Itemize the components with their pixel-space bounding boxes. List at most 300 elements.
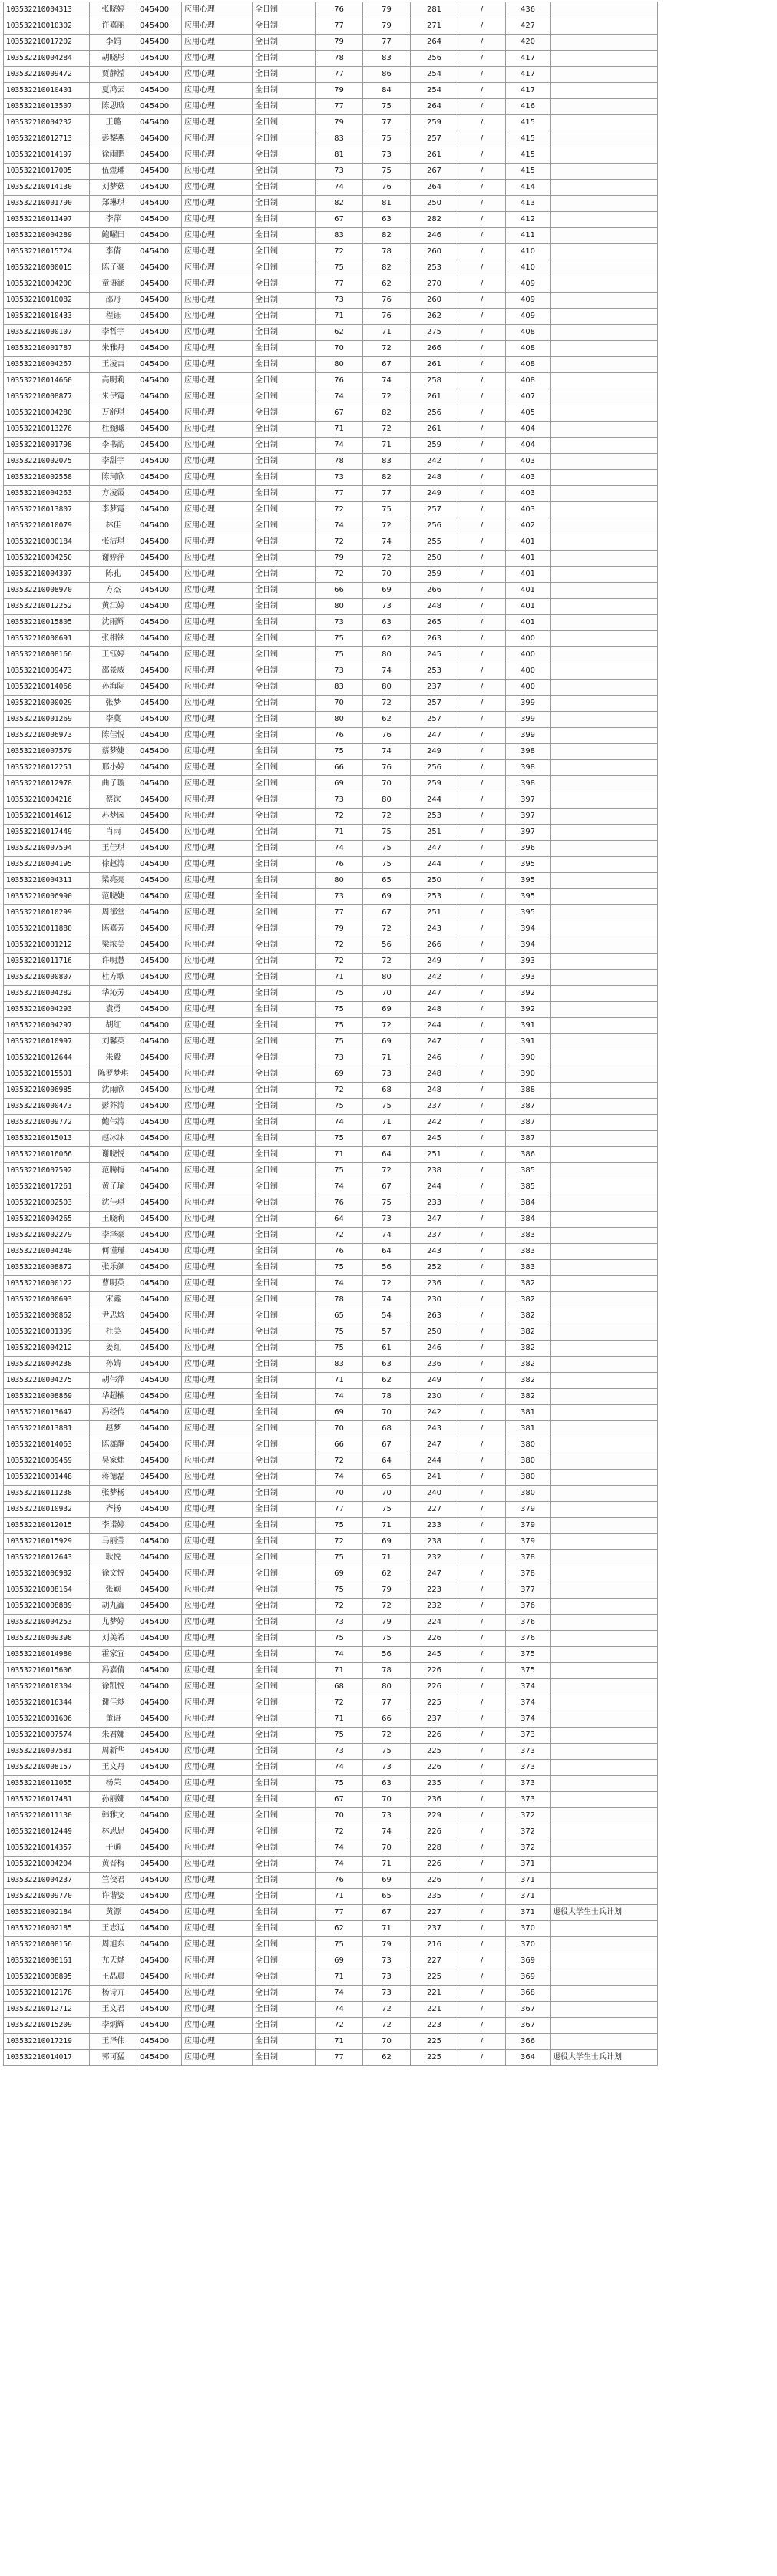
score-english-cell: 80 (363, 647, 411, 663)
score-politics-cell: 72 (316, 809, 363, 825)
score-major-cell: 258 (411, 373, 458, 389)
remark-cell (551, 115, 658, 131)
score-extra-cell: / (458, 1147, 506, 1163)
score-major-cell: 259 (411, 438, 458, 454)
major-code-cell: 045400 (137, 986, 182, 1002)
score-politics-cell: 72 (316, 1083, 363, 1099)
score-extra-cell: / (458, 1986, 506, 2002)
remark-cell (551, 405, 658, 422)
study-mode-cell: 全日制 (253, 631, 316, 647)
total-score-cell: 399 (506, 696, 551, 712)
candidate-number-cell: 103532210009473 (4, 663, 90, 680)
remark-cell (551, 615, 658, 631)
score-english-cell: 77 (363, 115, 411, 131)
major-code-cell: 045400 (137, 67, 182, 83)
score-politics-cell: 71 (316, 970, 363, 986)
candidate-number-cell: 103532210008895 (4, 1969, 90, 1986)
score-politics-cell: 79 (316, 551, 363, 567)
table-row (4, 1792, 658, 1808)
score-extra-cell: / (458, 35, 506, 51)
candidate-name-cell: 彭芥涛 (90, 1099, 137, 1115)
score-politics-cell: 72 (316, 1824, 363, 1840)
remark-cell (551, 1034, 658, 1050)
score-politics-cell: 74 (316, 1857, 363, 1873)
score-extra-cell: / (458, 1228, 506, 1244)
study-mode-cell: 全日制 (253, 115, 316, 131)
major-code-cell: 045400 (137, 115, 182, 131)
candidate-number-cell: 103532210002503 (4, 1195, 90, 1212)
score-english-cell: 75 (363, 131, 411, 147)
remark-cell (551, 937, 658, 954)
candidate-name-cell: 张梦 (90, 696, 137, 712)
candidate-name-cell: 刘美希 (90, 1631, 137, 1647)
score-extra-cell: / (458, 422, 506, 438)
score-extra-cell: / (458, 1550, 506, 1566)
remark-cell (551, 1018, 658, 1034)
candidate-number-cell: 103532210012643 (4, 1550, 90, 1566)
table-row (4, 551, 658, 567)
major-code-cell: 045400 (137, 1131, 182, 1147)
major-code-cell: 045400 (137, 1308, 182, 1324)
table-body (4, 2, 658, 2066)
score-politics-cell: 76 (316, 728, 363, 744)
major-name-cell: 应用心理 (182, 583, 253, 599)
study-mode-cell: 全日制 (253, 1228, 316, 1244)
candidate-number-cell: 103532210000473 (4, 1099, 90, 1115)
remark-cell (551, 1131, 658, 1147)
score-major-cell: 260 (411, 244, 458, 260)
study-mode-cell: 全日制 (253, 1599, 316, 1615)
study-mode-cell: 全日制 (253, 438, 316, 454)
study-mode-cell: 全日制 (253, 1147, 316, 1163)
score-politics-cell: 73 (316, 1050, 363, 1066)
major-code-cell: 045400 (137, 1421, 182, 1437)
remark-cell (551, 1147, 658, 1163)
score-extra-cell: / (458, 1921, 506, 1937)
score-major-cell: 247 (411, 728, 458, 744)
score-major-cell: 275 (411, 325, 458, 341)
table-row (4, 260, 658, 276)
total-score-cell: 411 (506, 228, 551, 244)
score-extra-cell: / (458, 341, 506, 357)
candidate-name-cell: 赵冰冰 (90, 1131, 137, 1147)
table-row (4, 1582, 658, 1599)
candidate-number-cell: 103532210017202 (4, 35, 90, 51)
score-extra-cell: / (458, 809, 506, 825)
study-mode-cell: 全日制 (253, 1437, 316, 1453)
score-major-cell: 226 (411, 1873, 458, 1889)
candidate-number-cell: 103532210009469 (4, 1453, 90, 1470)
score-major-cell: 260 (411, 293, 458, 309)
score-extra-cell: / (458, 1470, 506, 1486)
study-mode-cell: 全日制 (253, 825, 316, 841)
score-politics-cell: 70 (316, 1421, 363, 1437)
total-score-cell: 398 (506, 760, 551, 776)
major-code-cell: 045400 (137, 180, 182, 196)
score-extra-cell: / (458, 1615, 506, 1631)
score-extra-cell: / (458, 1663, 506, 1679)
score-politics-cell: 75 (316, 1937, 363, 1953)
score-extra-cell: / (458, 631, 506, 647)
score-major-cell: 259 (411, 567, 458, 583)
major-code-cell: 045400 (137, 1244, 182, 1260)
score-politics-cell: 70 (316, 696, 363, 712)
study-mode-cell: 全日制 (253, 389, 316, 405)
score-major-cell: 256 (411, 518, 458, 534)
remark-cell (551, 67, 658, 83)
study-mode-cell: 全日制 (253, 357, 316, 373)
major-code-cell: 045400 (137, 1163, 182, 1179)
candidate-number-cell: 103532210011716 (4, 954, 90, 970)
major-code-cell: 045400 (137, 1615, 182, 1631)
score-major-cell: 259 (411, 115, 458, 131)
score-english-cell: 63 (363, 212, 411, 228)
score-major-cell: 261 (411, 422, 458, 438)
major-name-cell: 应用心理 (182, 1518, 253, 1534)
score-extra-cell: / (458, 921, 506, 937)
score-extra-cell: / (458, 1776, 506, 1792)
total-score-cell: 408 (506, 341, 551, 357)
candidate-name-cell: 张洁琪 (90, 534, 137, 551)
total-score-cell: 392 (506, 986, 551, 1002)
score-politics-cell: 77 (316, 276, 363, 293)
major-code-cell: 045400 (137, 760, 182, 776)
total-score-cell: 381 (506, 1405, 551, 1421)
major-name-cell: 应用心理 (182, 1018, 253, 1034)
candidate-name-cell: 曲子璇 (90, 776, 137, 792)
remark-cell (551, 567, 658, 583)
major-name-cell: 应用心理 (182, 35, 253, 51)
score-english-cell: 75 (363, 502, 411, 518)
major-name-cell: 应用心理 (182, 502, 253, 518)
candidate-number-cell: 103532210013647 (4, 1405, 90, 1421)
score-politics-cell: 76 (316, 1195, 363, 1212)
table-row (4, 1163, 658, 1179)
candidate-name-cell: 李娟 (90, 35, 137, 51)
score-extra-cell: / (458, 1647, 506, 1663)
remark-cell (551, 1502, 658, 1518)
score-politics-cell: 71 (316, 1663, 363, 1679)
score-extra-cell: / (458, 1083, 506, 1099)
score-extra-cell: / (458, 1518, 506, 1534)
major-name-cell: 应用心理 (182, 83, 253, 99)
candidate-number-cell: 103532210014980 (4, 1647, 90, 1663)
candidate-number-cell: 103532210004263 (4, 486, 90, 502)
study-mode-cell: 全日制 (253, 1341, 316, 1357)
remark-cell (551, 341, 658, 357)
remark-cell (551, 809, 658, 825)
candidate-number-cell: 103532210008161 (4, 1953, 90, 1969)
score-extra-cell: / (458, 196, 506, 212)
score-english-cell: 83 (363, 51, 411, 67)
major-name-cell: 应用心理 (182, 260, 253, 276)
major-name-cell: 应用心理 (182, 293, 253, 309)
candidate-name-cell: 陈雄静 (90, 1437, 137, 1453)
score-english-cell: 65 (363, 1470, 411, 1486)
candidate-name-cell: 谢晓悦 (90, 1147, 137, 1163)
major-code-cell: 045400 (137, 1744, 182, 1760)
score-extra-cell: / (458, 663, 506, 680)
total-score-cell: 414 (506, 180, 551, 196)
score-extra-cell: / (458, 970, 506, 986)
table-row (4, 1405, 658, 1421)
candidate-number-cell: 103532210014017 (4, 2050, 90, 2066)
table-row (4, 921, 658, 937)
score-major-cell: 242 (411, 970, 458, 986)
score-extra-cell: / (458, 1050, 506, 1066)
score-major-cell: 243 (411, 921, 458, 937)
total-score-cell: 395 (506, 905, 551, 921)
candidate-number-cell: 103532210013507 (4, 99, 90, 115)
score-politics-cell: 69 (316, 1405, 363, 1421)
major-name-cell: 应用心理 (182, 115, 253, 131)
score-english-cell: 70 (363, 1792, 411, 1808)
remark-cell (551, 1728, 658, 1744)
major-name-cell: 应用心理 (182, 212, 253, 228)
table-row (4, 454, 658, 470)
study-mode-cell: 全日制 (253, 1131, 316, 1147)
study-mode-cell: 全日制 (253, 1953, 316, 1969)
total-score-cell: 373 (506, 1744, 551, 1760)
table-row (4, 841, 658, 857)
table-row (4, 325, 658, 341)
candidate-name-cell: 谢佳炒 (90, 1695, 137, 1711)
candidate-number-cell: 103532210004284 (4, 51, 90, 67)
score-politics-cell: 72 (316, 937, 363, 954)
score-major-cell: 227 (411, 1502, 458, 1518)
major-code-cell: 045400 (137, 276, 182, 293)
table-row (4, 1953, 658, 1969)
major-code-cell: 045400 (137, 1873, 182, 1889)
score-english-cell: 78 (363, 244, 411, 260)
score-extra-cell: / (458, 244, 506, 260)
major-code-cell: 045400 (137, 1792, 182, 1808)
major-code-cell: 045400 (137, 470, 182, 486)
score-major-cell: 227 (411, 1953, 458, 1969)
candidate-number-cell: 103532210006982 (4, 1566, 90, 1582)
score-extra-cell: / (458, 486, 506, 502)
score-extra-cell: / (458, 18, 506, 35)
study-mode-cell: 全日制 (253, 212, 316, 228)
table-row (4, 1212, 658, 1228)
score-major-cell: 253 (411, 809, 458, 825)
candidate-name-cell: 杨荣 (90, 1776, 137, 1792)
score-major-cell: 282 (411, 212, 458, 228)
major-code-cell: 045400 (137, 1937, 182, 1953)
candidate-name-cell: 徐雨鹏 (90, 147, 137, 164)
candidate-name-cell: 尤天烨 (90, 1953, 137, 1969)
table-row (4, 1728, 658, 1744)
score-major-cell: 225 (411, 1744, 458, 1760)
score-major-cell: 251 (411, 1147, 458, 1163)
candidate-number-cell: 103532210010433 (4, 309, 90, 325)
candidate-name-cell: 陈珂欣 (90, 470, 137, 486)
study-mode-cell: 全日制 (253, 1728, 316, 1744)
candidate-name-cell: 李萍 (90, 212, 137, 228)
table-row (4, 341, 658, 357)
score-english-cell: 79 (363, 2, 411, 18)
study-mode-cell: 全日制 (253, 1405, 316, 1421)
candidate-name-cell: 王钰婷 (90, 647, 137, 663)
remark-cell (551, 1889, 658, 1905)
score-politics-cell: 75 (316, 631, 363, 647)
candidate-name-cell: 林思思 (90, 1824, 137, 1840)
score-english-cell: 75 (363, 1195, 411, 1212)
total-score-cell: 395 (506, 889, 551, 905)
candidate-number-cell: 103532210004216 (4, 792, 90, 809)
score-politics-cell: 66 (316, 760, 363, 776)
candidate-name-cell: 齐扬 (90, 1502, 137, 1518)
candidate-number-cell: 103532210002558 (4, 470, 90, 486)
score-major-cell: 244 (411, 792, 458, 809)
score-major-cell: 266 (411, 583, 458, 599)
candidate-number-cell: 103532210015805 (4, 615, 90, 631)
score-politics-cell: 74 (316, 389, 363, 405)
candidate-number-cell: 103532210012252 (4, 599, 90, 615)
major-code-cell: 045400 (137, 2, 182, 18)
score-major-cell: 251 (411, 905, 458, 921)
candidate-name-cell: 胡红 (90, 1018, 137, 1034)
study-mode-cell: 全日制 (253, 776, 316, 792)
score-major-cell: 256 (411, 51, 458, 67)
major-name-cell: 应用心理 (182, 921, 253, 937)
candidate-name-cell: 王晶晨 (90, 1969, 137, 1986)
score-extra-cell: / (458, 1760, 506, 1776)
candidate-name-cell: 朱君娜 (90, 1728, 137, 1744)
score-english-cell: 75 (363, 857, 411, 873)
total-score-cell: 401 (506, 615, 551, 631)
score-major-cell: 264 (411, 180, 458, 196)
table-row (4, 1357, 658, 1373)
total-score-cell: 391 (506, 1018, 551, 1034)
study-mode-cell: 全日制 (253, 51, 316, 67)
total-score-cell: 378 (506, 1566, 551, 1582)
study-mode-cell: 全日制 (253, 1115, 316, 1131)
candidate-number-cell: 103532210008869 (4, 1389, 90, 1405)
table-row (4, 825, 658, 841)
table-row (4, 744, 658, 760)
total-score-cell: 386 (506, 1147, 551, 1163)
table-row (4, 905, 658, 921)
candidate-number-cell: 103532210010932 (4, 1502, 90, 1518)
score-politics-cell: 74 (316, 1115, 363, 1131)
major-name-cell: 应用心理 (182, 1953, 253, 1969)
major-code-cell: 045400 (137, 518, 182, 534)
candidate-name-cell: 范腾梅 (90, 1163, 137, 1179)
major-name-cell: 应用心理 (182, 1889, 253, 1905)
remark-cell (551, 1776, 658, 1792)
table-row (4, 1840, 658, 1857)
candidate-number-cell: 103532210011880 (4, 921, 90, 937)
score-english-cell: 70 (363, 1405, 411, 1421)
score-english-cell: 62 (363, 712, 411, 728)
major-code-cell: 045400 (137, 2050, 182, 2066)
score-extra-cell: / (458, 1711, 506, 1728)
score-extra-cell: / (458, 712, 506, 728)
major-name-cell: 应用心理 (182, 1179, 253, 1195)
study-mode-cell: 全日制 (253, 1453, 316, 1470)
score-extra-cell: / (458, 905, 506, 921)
total-score-cell: 404 (506, 438, 551, 454)
major-name-cell: 应用心理 (182, 1486, 253, 1502)
score-extra-cell: / (458, 583, 506, 599)
score-extra-cell: / (458, 2034, 506, 2050)
score-english-cell: 69 (363, 1534, 411, 1550)
table-row (4, 1308, 658, 1324)
study-mode-cell: 全日制 (253, 663, 316, 680)
table-row (4, 357, 658, 373)
score-politics-cell: 74 (316, 1986, 363, 2002)
score-major-cell: 226 (411, 1631, 458, 1647)
score-extra-cell: / (458, 760, 506, 776)
score-extra-cell: / (458, 2002, 506, 2018)
score-extra-cell: / (458, 551, 506, 567)
major-code-cell: 045400 (137, 1486, 182, 1502)
score-major-cell: 233 (411, 1518, 458, 1534)
table-row (4, 1244, 658, 1260)
remark-cell (551, 470, 658, 486)
score-english-cell: 79 (363, 1615, 411, 1631)
remark-cell (551, 1760, 658, 1776)
score-english-cell: 72 (363, 1018, 411, 1034)
table-row (4, 1373, 658, 1389)
score-politics-cell: 74 (316, 438, 363, 454)
table-row (4, 1631, 658, 1647)
total-score-cell: 397 (506, 809, 551, 825)
remark-cell (551, 1292, 658, 1308)
major-code-cell: 045400 (137, 728, 182, 744)
score-english-cell: 62 (363, 631, 411, 647)
candidate-number-cell: 103532210004195 (4, 857, 90, 873)
major-code-cell: 045400 (137, 341, 182, 357)
major-name-cell: 应用心理 (182, 857, 253, 873)
score-major-cell: 225 (411, 2050, 458, 2066)
score-politics-cell: 76 (316, 373, 363, 389)
major-code-cell: 045400 (137, 2002, 182, 2018)
score-english-cell: 63 (363, 1357, 411, 1373)
candidate-number-cell: 103532210012449 (4, 1824, 90, 1840)
table-row (4, 760, 658, 776)
score-major-cell: 263 (411, 1308, 458, 1324)
major-name-cell: 应用心理 (182, 486, 253, 502)
table-row (4, 1066, 658, 1083)
score-major-cell: 248 (411, 470, 458, 486)
score-politics-cell: 72 (316, 502, 363, 518)
study-mode-cell: 全日制 (253, 1034, 316, 1050)
major-code-cell: 045400 (137, 1292, 182, 1308)
major-code-cell: 045400 (137, 454, 182, 470)
major-code-cell: 045400 (137, 18, 182, 35)
remark-cell (551, 99, 658, 115)
total-score-cell: 379 (506, 1502, 551, 1518)
candidate-name-cell: 范晓婕 (90, 889, 137, 905)
score-english-cell: 72 (363, 341, 411, 357)
table-row (4, 599, 658, 615)
total-score-cell: 397 (506, 792, 551, 809)
major-code-cell: 045400 (137, 1470, 182, 1486)
candidate-name-cell: 谢婷萍 (90, 551, 137, 567)
score-politics-cell: 71 (316, 1889, 363, 1905)
score-politics-cell: 79 (316, 115, 363, 131)
score-major-cell: 253 (411, 889, 458, 905)
total-score-cell: 388 (506, 1083, 551, 1099)
total-score-cell: 375 (506, 1663, 551, 1679)
score-major-cell: 248 (411, 1066, 458, 1083)
total-score-cell: 390 (506, 1066, 551, 1083)
major-name-cell: 应用心理 (182, 276, 253, 293)
table-row (4, 518, 658, 534)
study-mode-cell: 全日制 (253, 1357, 316, 1373)
